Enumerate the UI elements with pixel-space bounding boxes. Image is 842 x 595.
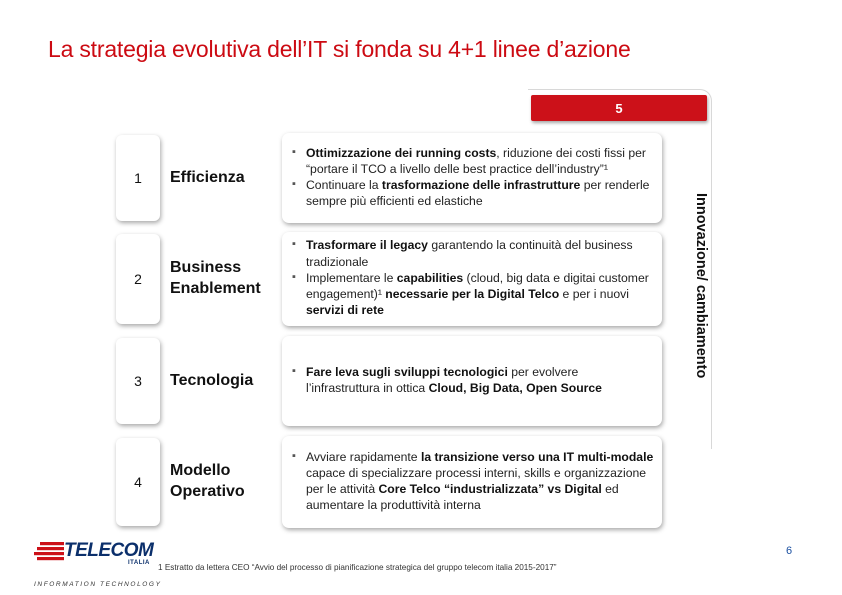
bullet-item <box>290 364 654 396</box>
action-row-1 <box>116 133 662 223</box>
bullet-text: Continuare la <box>306 178 382 192</box>
bullet-text: , riduzione dei costi fissi per “portare il TCO a livello delle best practice dell’industry”¹ <box>306 145 646 176</box>
bullet-text: Fare leva sugli sviluppi tecnologici <box>306 364 508 379</box>
telecom-logo <box>34 540 162 590</box>
bullet-text: necessarie per la Digital Telco <box>385 287 560 302</box>
row-number: 3 <box>116 338 160 424</box>
row-content <box>282 436 662 528</box>
action-row-3 <box>116 336 662 426</box>
row-content <box>282 336 662 426</box>
row-content <box>282 232 662 326</box>
bullet-text: Ottimizzazione dei running costs <box>306 145 497 160</box>
row-label: Tecnologia <box>170 371 254 389</box>
page-number: 6 <box>786 545 793 557</box>
row-label: Business Enablement <box>170 259 261 297</box>
logo-wordmark: TELECOM <box>64 540 154 561</box>
bullet-item <box>290 177 654 209</box>
bullet-text: (cloud, big data e digitai customer engagement)¹ <box>306 270 649 302</box>
row-label: Efficienza <box>170 168 245 186</box>
bullet-text: ed aumentare la produttività interna <box>306 482 619 513</box>
bullet-item <box>290 449 654 514</box>
logo-tagline: INFORMATION TECHNOLOGY <box>34 581 162 588</box>
bullet-item <box>290 237 654 269</box>
bullet-item <box>290 145 654 177</box>
bullet-text: servizi di rete <box>306 303 384 318</box>
row-number: 4 <box>116 438 160 526</box>
action-row-4 <box>116 436 662 528</box>
logo-subtext: ITALIA <box>128 560 150 566</box>
row-content <box>282 133 662 223</box>
column-5-label: Innovazione/ cambiamento <box>693 193 709 379</box>
bullet-text: Trasformare il legacy <box>306 238 428 253</box>
bullet-text: la transizione verso una IT multi-modale <box>420 449 654 464</box>
bullet-text: Implementare le <box>306 270 397 285</box>
action-row-2 <box>116 232 662 326</box>
footnote: 1 Estratto da lettera CEO “Avvio del processo di pianificazione strategica del gruppo telecom italia 2015-2017” <box>158 563 557 572</box>
bullet-text: per evolvere l’infrastruttura in ottica <box>306 364 579 395</box>
row-number: 2 <box>116 234 160 324</box>
bullet-text: capabilities <box>396 270 464 285</box>
bullet-text: e per i nuovi <box>559 287 629 302</box>
bullet-text: trasformazione delle infrastrutture <box>381 178 581 192</box>
bullet-text: Avviare rapidamente <box>306 449 421 464</box>
bullet-text: capace di specializzare processi interni, skills e organizzazione per le attività <box>306 465 647 496</box>
bullet-text: garantendo la continuità del business tradizionale <box>306 238 633 269</box>
page-title: La strategia evolutiva dell’IT si fonda su 4+1 linee d’azione <box>48 36 631 62</box>
bullet-text: per renderle sempre più efficienti ed elastiche <box>306 178 650 209</box>
row-number: 1 <box>116 135 160 221</box>
logo-stripes-icon <box>34 540 66 564</box>
column-5-banner: 5 <box>531 95 707 121</box>
bullet-item <box>290 270 654 319</box>
bullet-text: Core Telco “industrializzata” vs Digital <box>378 482 602 496</box>
row-label: Modello Operativo <box>170 462 245 500</box>
bullet-text: Cloud, Big Data, Open Source <box>428 381 602 395</box>
